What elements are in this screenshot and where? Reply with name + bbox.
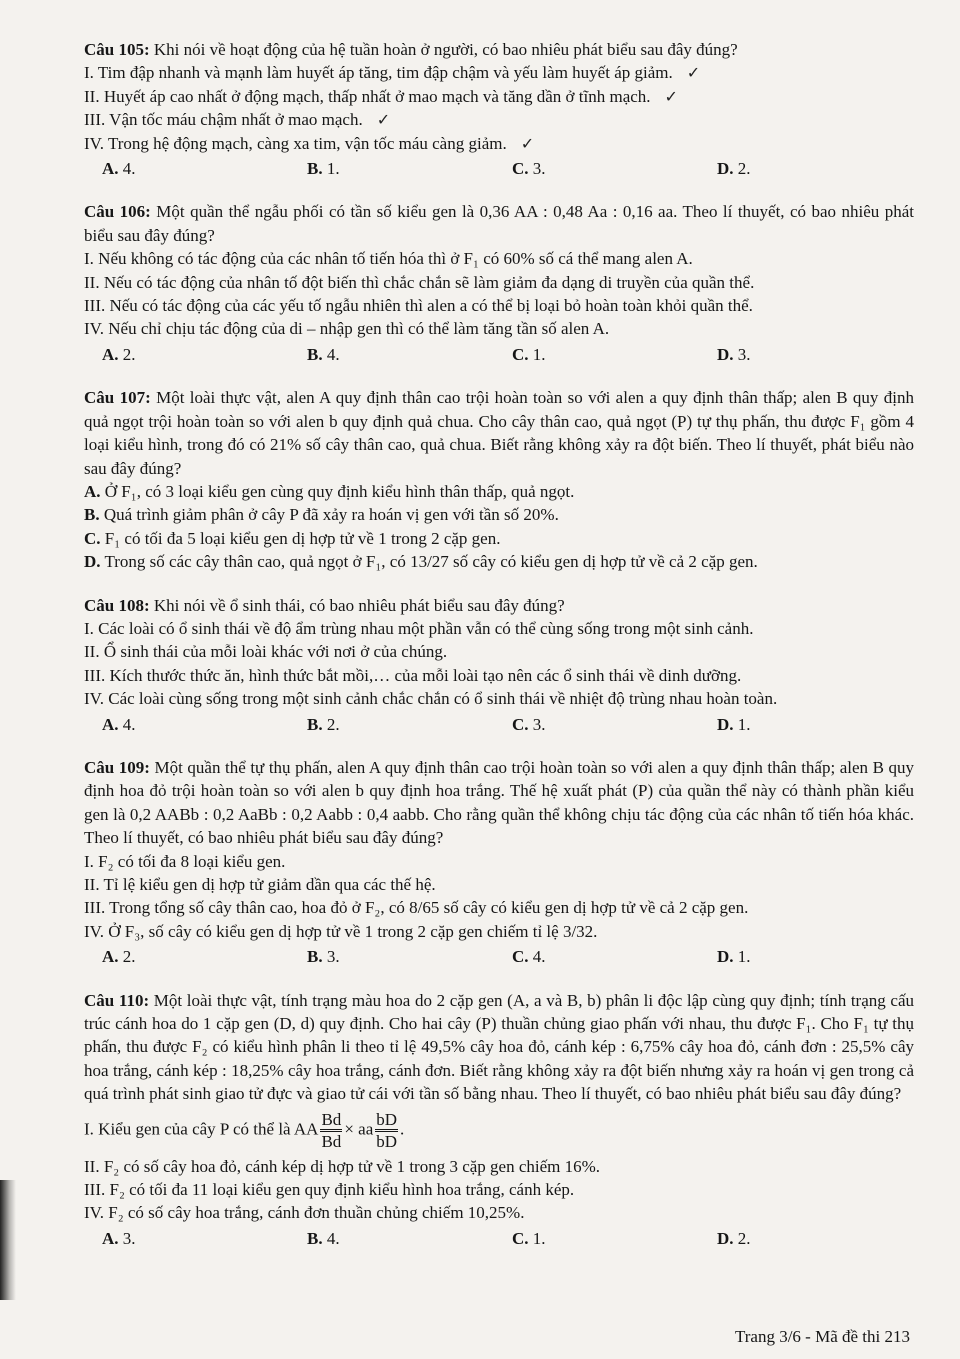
question-number: Câu 106: (84, 202, 151, 222)
question-text: Một loài thực vật, alen A quy định thân cao trội hoàn toàn so với alen a quy định thân thấp; alen B quy định quả ngọt trội hoàn toàn so với alen b quy định quả chua. Cho cây thân cao, quả ngọt (P) tự thụ phấn, thu được F₁ gồm 4 loại kiểu hình, trong đó có 21% số cây thân cao, quả chua. Biết rằng không xảy ra đột biến. Theo lí thuyết, phát biểu nào sau đây đúng? (84, 388, 915, 478)
answer-options (84, 1227, 914, 1250)
statement: II. F₂ có số cây hoa đỏ, cánh kép dị hợp tử về 1 trong 3 cặp gen chiếm 16%. (84, 1156, 601, 1176)
statement: III. F₂ có tối đa 11 loại kiểu gen quy định kiểu hình hoa trắng, cánh kép. (84, 1180, 575, 1200)
statement: IV. Trong hệ động mạch, càng xa tim, vận tốc máu càng giảm. ✓ (84, 132, 914, 155)
option-b[interactable]: B. 3. (307, 947, 340, 967)
option-c[interactable]: C. 1. (512, 344, 546, 364)
question-107 (84, 386, 914, 573)
page-footer: Trang 3/6 - Mã đề thi 213 (734, 1327, 910, 1346)
question-text: Một quần thể tự thụ phấn, alen A quy định thân cao trội hoàn toàn so với alen a quy định thân thấp; alen B quy định hoa đỏ trội hoàn toàn so với alen b quy định hoa trắng. Thế hệ xuất phát (P) của quần thể này có thành phần kiểu gen là 0,2 AABb : 0,2 AaBb : 0,2 Aabb : 0,4 aabb. Cho rằng quần thể không chịu tác động của các nhân tố tiến hóa khác. Theo lí thuyết, có bao nhiêu phát biểu sau đây đúng? (84, 757, 914, 848)
answer-options (84, 945, 914, 968)
question-number: Câu 109: (84, 757, 150, 777)
option-d[interactable]: D. 1. (717, 947, 751, 967)
question-text: Một loài thực vật, tính trạng màu hoa do 2 cặp gen (A, a và B, b) phân li độc lập cùng quy định; tính trạng cấu trúc cánh hoa do 1 cặp gen (D, d) quy định. Cho hai cây (P) thuần chủng giao phấn với nhau, thu được F₁. Cho F₁ tự thụ phấn, thu được F₂ có kiểu hình phân li theo tỉ lệ 49,5% cây hoa đỏ, cánh kép : 6,75% cây hoa đỏ, cánh đơn : 25,5% cây hoa trắng, cánh kép : 18,25% cây hoa trắng, cánh đơn. Biết rằng không xảy ra đột biến nhưng xảy ra hoán vị gen trong cả quá trình phát sinh giao tử đực và giao tử cái với tần số bằng nhau. Theo lí thuyết, có bao nhiêu phát biểu sau đây đúng? (84, 990, 915, 1104)
answer-options (84, 343, 914, 366)
question-number: Câu 110: (84, 990, 150, 1010)
question-109 (84, 756, 914, 969)
option-b[interactable]: B. 1. (307, 159, 340, 179)
genotype-fraction-1: $\frac{Bd}{Bd}$ (321, 1109, 342, 1151)
statement: IV. Ở F₃, số cây có kiểu gen dị hợp tử về 1 trong 2 cặp gen chiếm tỉ lệ 3/32. (84, 921, 598, 941)
option-a[interactable]: A. 4. (102, 159, 136, 179)
option-c[interactable]: C. 3. (512, 159, 546, 179)
question-105 (84, 38, 914, 180)
option-c[interactable]: C. 1. (512, 1228, 546, 1248)
answer-options (84, 713, 914, 736)
statement: IV. F₂ có số cây hoa trắng, cánh đơn thuần chủng chiếm 10,25%. (84, 1203, 525, 1223)
page-binding-shadow (0, 1180, 16, 1300)
option-b[interactable]: B. 2. (307, 714, 340, 734)
option-d[interactable]: D. 1. (717, 714, 751, 734)
question-106 (84, 200, 914, 366)
option-b[interactable]: B. 4. (307, 1228, 340, 1248)
exam-page (84, 38, 914, 1270)
option-a[interactable]: A. 2. (102, 947, 136, 967)
genotype-fraction-2: $\frac{bD}{bD}$ (376, 1109, 398, 1151)
statement: I. Nếu không có tác động của các nhân tố tiến hóa thì ở F₁ có 60% số cá thể mang alen A. (84, 249, 693, 269)
statement: I. Các loài có ổ sinh thái về độ ẩm trùng nhau một phần vẫn có thể cùng sống trong một sinh cảnh. (84, 618, 754, 638)
question-text: Khi nói về hoạt động của hệ tuần hoàn ở người, có bao nhiêu phát biểu sau đây đúng? (153, 40, 738, 59)
handwritten-check-icon: ✓ (664, 86, 678, 106)
handwritten-check-icon: ✓ (376, 110, 391, 130)
option-a[interactable]: A. 3. (102, 1228, 136, 1248)
statement: I. Tim đập nhanh và mạnh làm huyết áp tăng, tim đập chậm và yếu làm huyết áp giảm. ✓ (84, 61, 914, 84)
option-a[interactable]: A. 4. (102, 714, 136, 734)
question-text: Một quần thể ngẫu phối có tần số kiểu gen là 0,36 AA : 0,48 Aa : 0,16 aa. Theo lí thuyết, có bao nhiêu phát biểu sau đây đúng? (84, 202, 914, 245)
option-a[interactable]: A. 2. (102, 344, 136, 364)
statement: II. Huyết áp cao nhất ở động mạch, thấp nhất ở mao mạch và tăng dần ở tĩnh mạch. ✓ (84, 85, 914, 108)
statement: II. Tỉ lệ kiểu gen dị hợp tử giảm dần qua các thế hệ. (84, 875, 436, 894)
option-d[interactable]: D. 2. (717, 159, 751, 179)
question-110 (84, 989, 914, 1251)
choice-a[interactable]: A. Ở F₁, có 3 loại kiểu gen cùng quy định kiểu hình thân thấp, quả ngọt. (84, 481, 575, 501)
statement: II. Ổ sinh thái của mỗi loài khác với nơi ở của chúng. (84, 642, 448, 662)
statement: III. Nếu có tác động của các yếu tố ngẫu nhiên thì alen a có thể bị loại bỏ hoàn toàn khỏi quần thể. (84, 296, 753, 316)
statement: I. F₂ có tối đa 8 loại kiểu gen. (84, 851, 286, 871)
choice-d[interactable]: D. Trong số các cây thân cao, quả ngọt ở F₁, có 13/27 số cây có kiểu gen dị hợp tử về cả 2 cặp gen. (84, 552, 758, 572)
statement: III. Vận tốc máu chậm nhất ở mao mạch. ✓ (84, 108, 914, 131)
statement: II. Nếu có tác động của nhân tố đột biến thì chắc chắn sẽ làm giảm đa dạng di truyền của quần thể. (84, 272, 755, 292)
genotype-formula: I. Kiểu gen của cây P có thể là AA $\frac{Bd}{Bd}$ × aa $\frac{bD}{bD}$ . (84, 1109, 405, 1151)
question-number: Câu 107: (84, 388, 151, 408)
option-d[interactable]: D. 2. (717, 1228, 751, 1248)
question-number: Câu 105: (84, 40, 150, 59)
handwritten-check-icon: ✓ (686, 63, 701, 83)
choice-b[interactable]: B. Quá trình giảm phân ở cây P đã xảy ra hoán vị gen với tần số 20%. (84, 505, 559, 525)
option-c[interactable]: C. 4. (512, 947, 546, 967)
statement: IV. Các loài cùng sống trong một sinh cảnh chắc chắn có ổ sinh thái về nhiệt độ trùng nhau hoàn toàn. (84, 689, 778, 709)
question-108 (84, 594, 914, 736)
option-d[interactable]: D. 3. (717, 344, 751, 364)
question-text: Khi nói về ổ sinh thái, có bao nhiêu phát biểu sau đây đúng? (153, 595, 565, 615)
statement: IV. Nếu chỉ chịu tác động của di – nhập gen thì có thể làm tăng tần số alen A. (84, 319, 610, 339)
question-number: Câu 108: (84, 595, 150, 615)
option-b[interactable]: B. 4. (307, 344, 340, 364)
statement: III. Kích thước thức ăn, hình thức bắt mồi,… của mỗi loài tạo nên các ổ sinh thái về dinh dưỡng. (84, 665, 742, 685)
statement: III. Trong tổng số cây thân cao, hoa đỏ ở F₂, có 8/65 số cây có kiểu gen dị hợp tử về cả 2 cặp gen. (84, 898, 749, 918)
option-c[interactable]: C. 3. (512, 714, 546, 734)
handwritten-check-icon: ✓ (520, 133, 535, 153)
answer-options (84, 157, 914, 180)
choice-c[interactable]: C. F₁ có tối đa 5 loại kiểu gen dị hợp tử về 1 trong 2 cặp gen. (84, 528, 501, 548)
